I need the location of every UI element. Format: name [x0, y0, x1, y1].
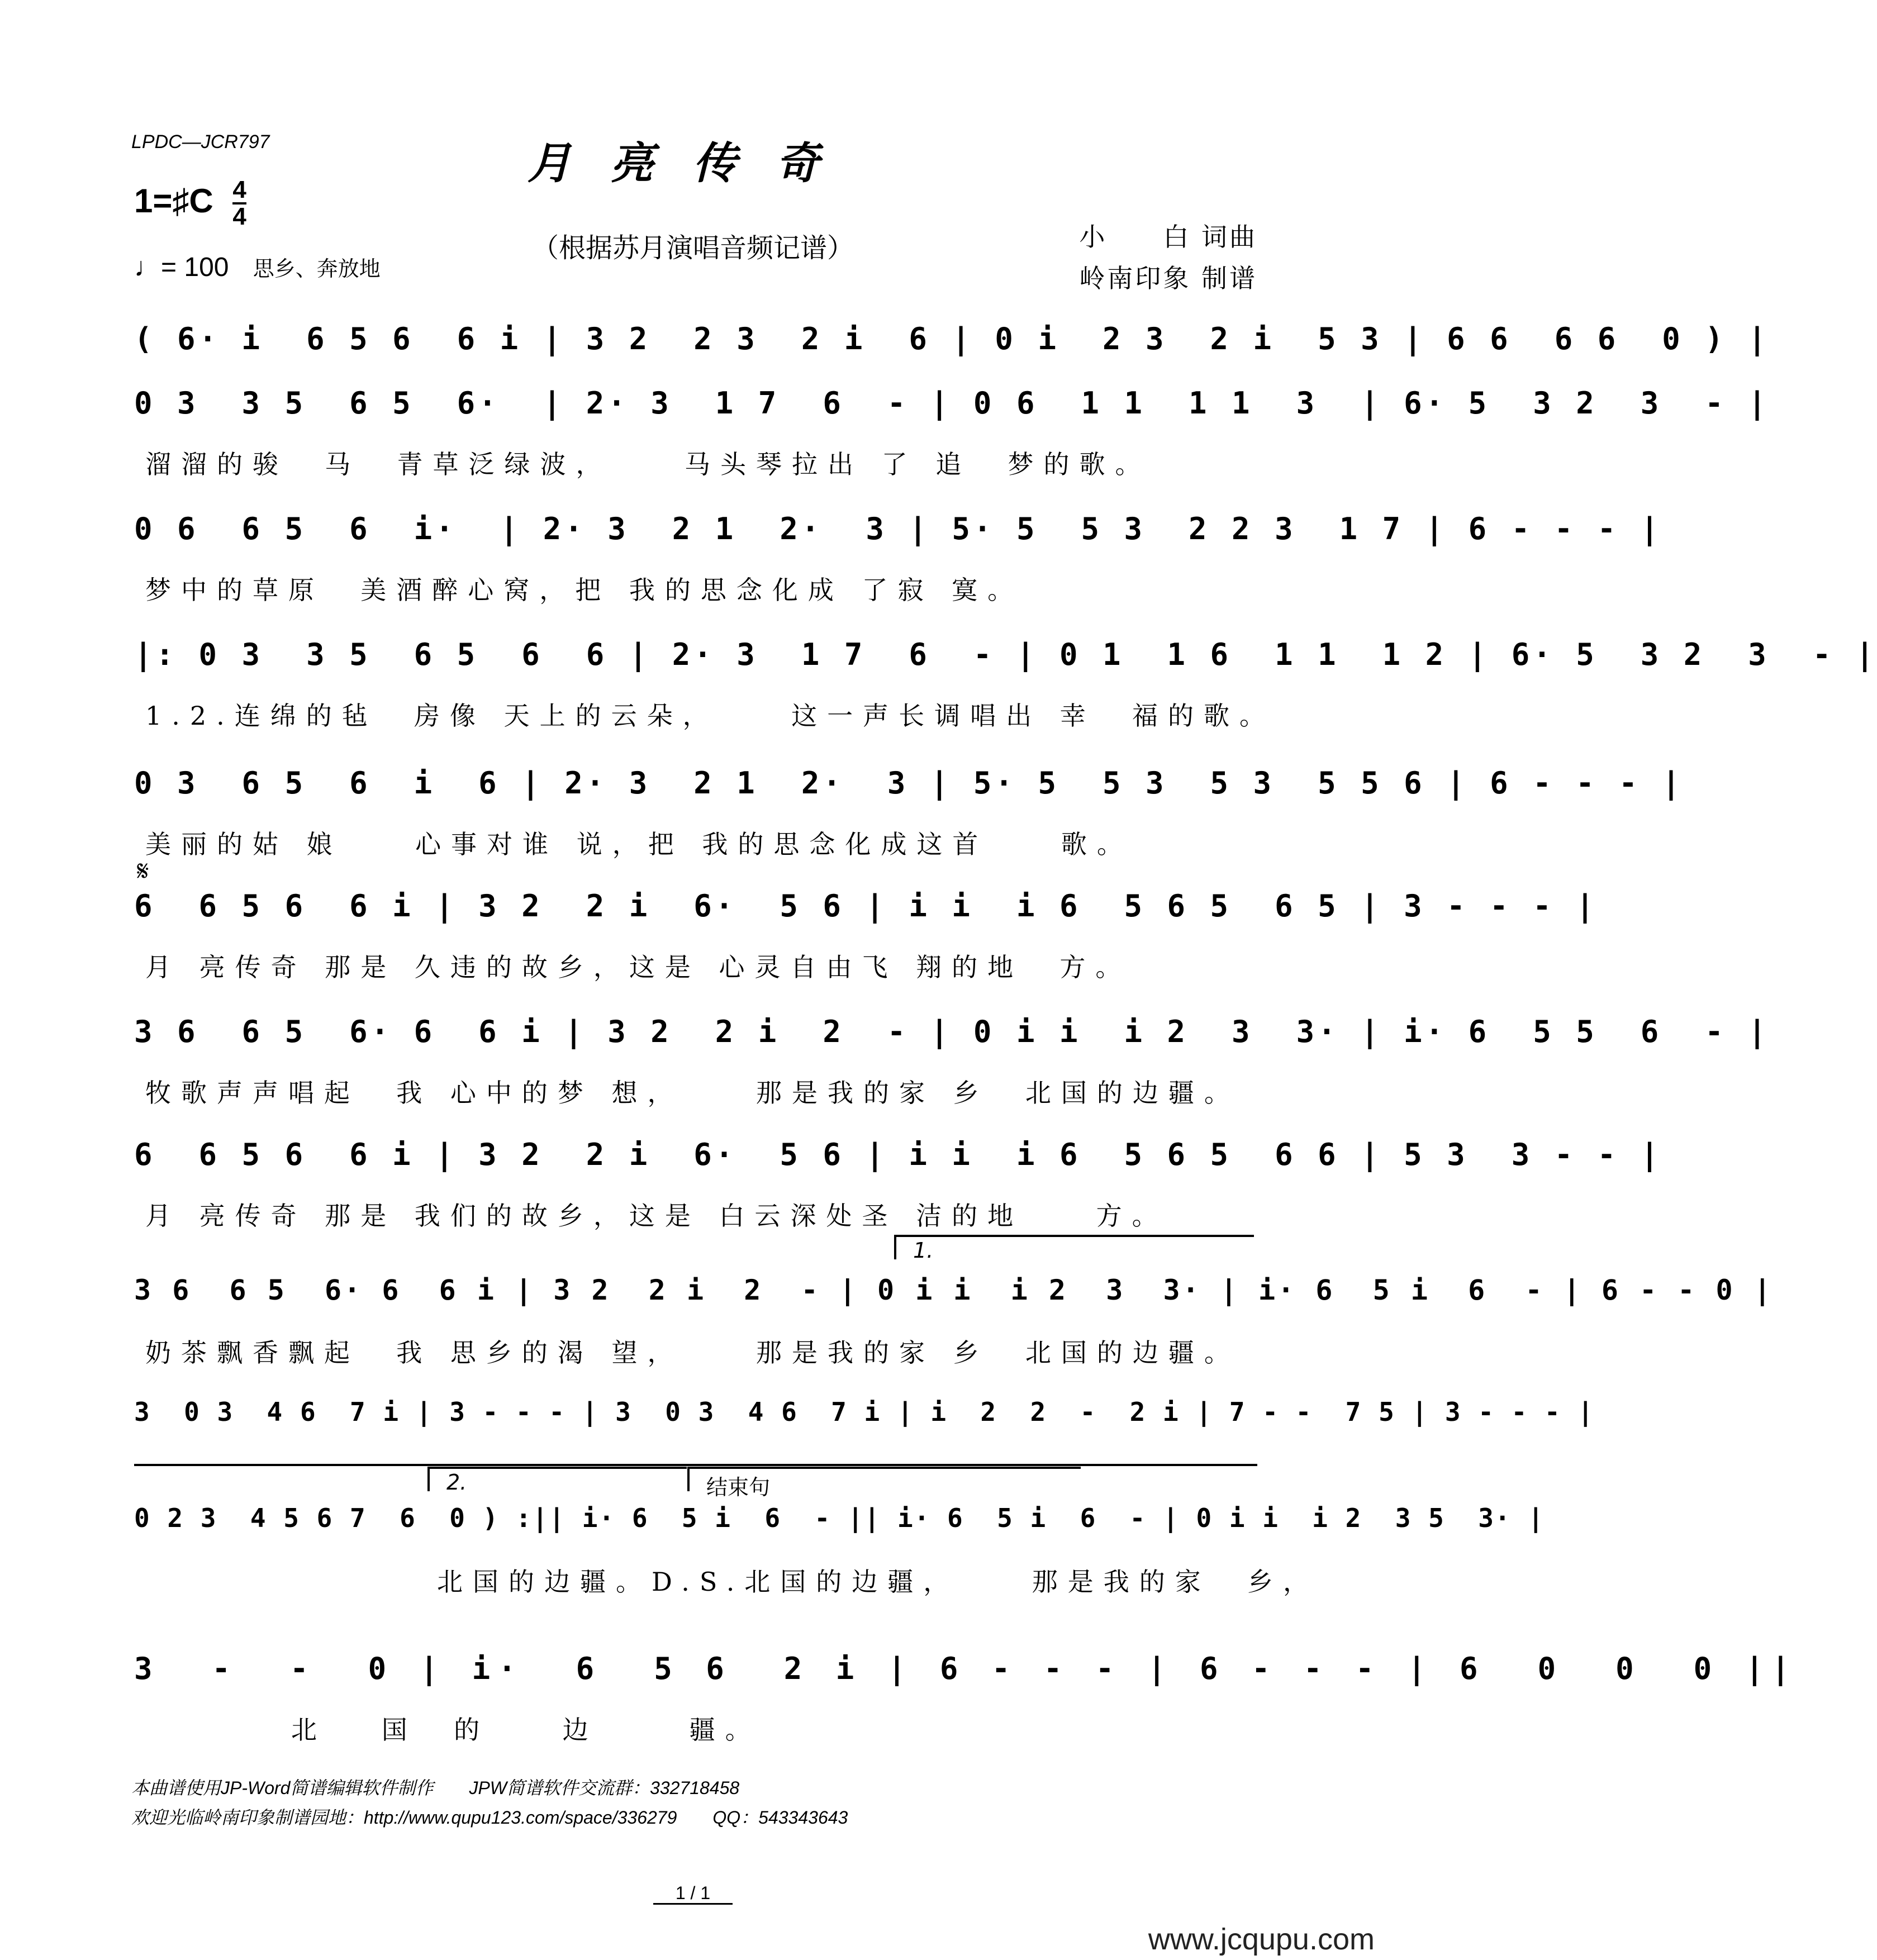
lyric-line: 奶茶飘香飘起 我 思乡的渴 望， 那是我的家 乡 北国的边疆。: [145, 1338, 1240, 1368]
mood-text: 思乡、奔放地: [253, 258, 381, 281]
system-8: [134, 1137, 1662, 1231]
lyric-line: 月 亮传奇 那是 久违的故乡，这是 心灵自由飞 翔的地 方。: [145, 952, 1132, 982]
page-number-text: 1 / 1: [653, 1883, 733, 1905]
volta-bracket-2: [427, 1467, 687, 1495]
key-signature: [134, 178, 246, 229]
notation-line: 3 6 6 5 6· 6 6 i | 3 2 2 i 2 - | 0 i i i 2 3 3· | i· 6 5 i 6 - | 6 - - 0 |: [134, 1274, 1773, 1306]
system-2: [134, 386, 1770, 479]
notation-line: 0 3 3 5 6 5 6· | 2· 3 1 7 6 - | 0 6 1 1 1 1 3 | 6· 5 3 2 3 - |: [134, 386, 1770, 421]
page-number: [0, 1883, 1386, 1904]
ending-bracket: [687, 1467, 1081, 1500]
time-bottom: 4: [232, 203, 246, 230]
notation-line: 0 2 3 4 5 6 7 6 0 ) :|| i· 6 5 i 6 - || i· 6 5 i 6 - | 0 i i i 2 3 5 3· |: [134, 1503, 1545, 1533]
tempo-value: ♩= 100: [134, 253, 229, 282]
tempo-mark: [134, 251, 381, 283]
staff-divider: [134, 1464, 1257, 1466]
credit-notation: 岭南印象 制谱: [1079, 263, 1257, 293]
system-7: [134, 1014, 1770, 1108]
volta-1-label: 1.: [913, 1238, 934, 1263]
ending-label: 结束句: [706, 1475, 771, 1500]
time-signature: [232, 178, 246, 229]
system-4: [134, 637, 1877, 731]
credit-lyrics-music: 小 白 词曲: [1079, 222, 1257, 252]
lyric-line: 北 国 的 边 疆。: [145, 1715, 761, 1745]
lyric-line: 1.2.连绵的毡 房像 天上的云朵， 这一声长调唱出 幸 福的歌。: [145, 701, 1275, 731]
subtitle: （根据苏月演唱音频记谱）: [531, 232, 854, 264]
lyric-line: 牧歌声声唱起 我 心中的梦 想， 那是我的家 乡 北国的边疆。: [145, 1078, 1240, 1108]
system-12: [134, 1651, 1798, 1745]
system-5: [134, 765, 1684, 859]
page-title: 月亮传奇: [527, 138, 858, 189]
notation-line: 3 - - 0 | i· 6 5 6 2 i | 6 - - - | 6 - - - | 6 0 0 0 ||: [134, 1651, 1798, 1686]
score-code: LPDC—JCR797: [131, 131, 270, 153]
lyric-line: 美丽的姑 娘 心事对谁 说，把 我的思念化成这首 歌。: [145, 829, 1133, 859]
notation-line: 3 0 3 4 6 7 i | 3 - - - | 3 0 3 4 6 7 i | i 2 2 - 2 i | 7 - - 7 5 | 3 - - - |: [134, 1397, 1595, 1427]
lyric-line: 溜溜的骏 马 青草泛绿波， 马头琴拉出 了 追 梦的歌。: [145, 449, 1151, 479]
notation-line: 0 3 6 5 6 i 6 | 2· 3 2 1 2· 3 | 5· 5 5 3 5 3 5 5 6 | 6 - - - |: [134, 765, 1684, 801]
lyric-line: 梦中的草原 美酒醉心窝，把 我的思念化成 了寂 寞。: [145, 575, 1024, 605]
notation-line: ( 6· i 6 5 6 6 i | 3 2 2 3 2 i 6 | 0 i 2 3 2 i 5 3 | 6 6 6 6 0 ) |: [134, 321, 1770, 356]
system-3: [134, 511, 1662, 605]
notation-line: 6 6 5 6 6 i | 3 2 2 i 6· 5 6 | i i i 6 5 6 5 6 5 | 3 - - - |: [134, 888, 1598, 924]
system-9: [134, 1274, 1773, 1368]
notation-line: 6 6 5 6 6 i | 3 2 2 i 6· 5 6 | i i i 6 5 6 5 6 6 | 5 3 3 - - |: [134, 1137, 1662, 1172]
system-10: [134, 1397, 1595, 1458]
footer-line-2: 欢迎光临岭南印象制谱园地：http://www.qupu123.com/space/336279 QQ：543343643: [131, 1807, 848, 1828]
notation-line: 3 6 6 5 6· 6 6 i | 3 2 2 i 2 - | 0 i i i 2 3 3· | i· 6 5 5 6 - |: [134, 1014, 1770, 1049]
key-label: 1=♯C: [134, 182, 213, 220]
volta-bracket-1: [894, 1235, 1254, 1263]
footer-line-1: 本曲谱使用JP-Word简谱编辑软件制作 JPW简谱软件交流群：332718458: [131, 1778, 740, 1798]
system-1: [134, 321, 1770, 383]
notation-line: |: 0 3 3 5 6 5 6 6 | 2· 3 1 7 6 - | 0 1 1 6 1 1 1 2 | 6· 5 3 2 3 - |: [134, 637, 1877, 672]
notation-line: 0 6 6 5 6 i· | 2· 3 2 1 2· 3 | 5· 5 5 3 2 2 3 1 7 | 6 - - - |: [134, 511, 1662, 546]
system-6: [134, 888, 1598, 982]
system-11: [134, 1503, 1545, 1597]
segno-mark: 𝄋: [137, 855, 149, 887]
site-watermark: www.jcqupu.com: [1148, 1923, 1375, 1956]
lyric-line: 月 亮传奇 那是 我们的故乡，这是 白云深处圣 洁的地 方。: [145, 1201, 1168, 1231]
volta-2-label: 2.: [446, 1470, 467, 1495]
lyric-line: 北国的边疆。D.S.北国的边疆， 那是我的家 乡，: [145, 1567, 1319, 1597]
time-top: 4: [232, 176, 246, 203]
